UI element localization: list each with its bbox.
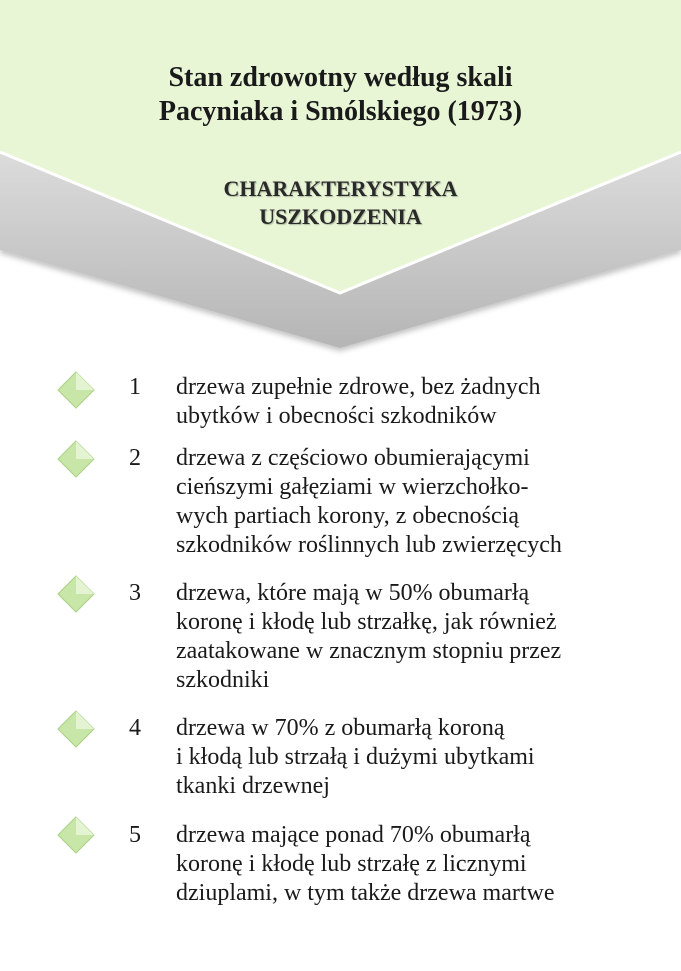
item-number: 5 [129,822,141,848]
title-line-1: Stan zdrowotny według skali [168,62,513,93]
item-description: drzewa zupełnie zdrowe, bez żadnych ubytków i obecności szkodników [176,374,541,429]
column-header-line-1: CHARAKTERYSTYKA [223,176,458,201]
title-line-2: Pacyniaka i Smólskiego (1973) [158,96,523,127]
item-number: 3 [129,580,141,606]
diamond-bullet-icon [56,709,96,749]
item-description: drzewa w 70% z obumarłą koroną i kłodą lub strzałą i dużymi ubytkami tkanki drzewnej [176,715,535,799]
page-title [0,61,681,129]
column-header [0,175,681,231]
item-description: drzewa mające ponad 70% obumarłą koronę i kłodę lub strzałę z licznymi dziuplami, w tym także drzewa martwe [176,822,555,906]
diamond-bullet-icon [56,439,96,479]
diamond-bullet-icon [56,574,96,614]
item-description: drzewa z częściowo obumierającymi cieńszymi gałęziami w wierzchołko- wych partiach korony, z obecnością szkodników roślinnych lub zwierzęcych [176,445,562,558]
item-description: drzewa, które mają w 50% obumarłą koronę i kłodę lub strzałkę, jak również zaatakowane w znacznym stopniu przez szkodniki [176,580,562,693]
diamond-bullet-icon [56,815,96,855]
item-number: 1 [129,374,141,400]
diamond-bullet-icon [56,370,96,410]
item-number: 2 [129,445,141,471]
column-header-line-2: USZKODZENIA [259,204,422,229]
item-number: 4 [129,715,141,741]
